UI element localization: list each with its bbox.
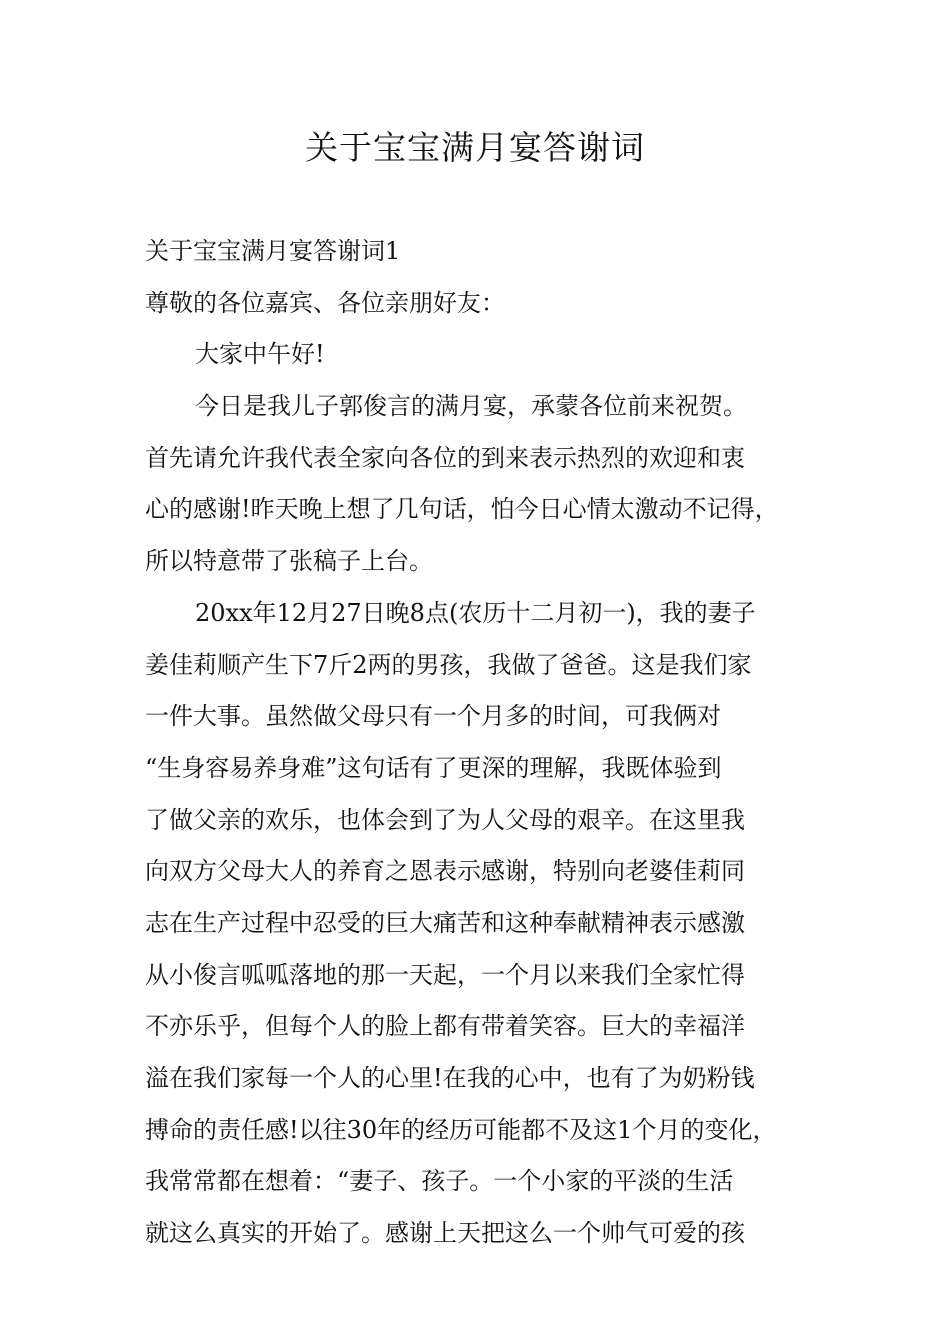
paragraph-line: 搏命的责任感!以往30年的经历可能都不及这1个月的变化，: [145, 1115, 777, 1144]
paragraph-line: 一件大事。虽然做父母只有一个月多的时间，可我俩对: [145, 702, 721, 731]
paragraph-line: 我常常都在想着：“妻子、孩子。一个小家的平淡的生活: [145, 1167, 734, 1196]
paragraph-line: 向双方父母大人的养育之恩表示感谢，特别向老婆佳莉同: [145, 857, 745, 886]
paragraph-line: 不亦乐乎，但每个人的脸上都有带着笑容。巨大的幸福洋: [145, 1012, 745, 1041]
paragraph-line: 从小俊言呱呱落地的那一天起，一个月以来我们全家忙得: [145, 960, 745, 989]
paragraph-line: 首先请允许我代表全家向各位的到来表示热烈的欢迎和衷: [145, 443, 745, 472]
greeting-line: 大家中午好!: [195, 340, 325, 369]
paragraph-line: 20xx年12月27日晚8点(农历十二月初一)，我的妻子: [195, 598, 756, 627]
salutation-line: 尊敬的各位嘉宾、各位亲朋好友：: [145, 288, 505, 317]
paragraph-line: “生身容易养身难”这句话有了更深的理解，我既体验到: [145, 753, 722, 782]
paragraph-line: 姜佳莉顺产生下7斤2两的男孩，我做了爸爸。这是我们家: [145, 650, 752, 679]
paragraph-line: 就这么真实的开始了。感谢上天把这么一个帅气可爱的孩: [145, 1219, 745, 1248]
paragraph-line: 志在生产过程中忍受的巨大痛苦和这种奉献精神表示感激: [145, 908, 745, 937]
paragraph-line: 今日是我儿子郭俊言的满月宴，承蒙各位前来祝贺。: [195, 392, 747, 421]
paragraph-line: 溢在我们家每一个人的心里!在我的心中，也有了为奶粉钱: [145, 1064, 755, 1092]
paragraph-line: 心的感谢!昨天晚上想了几句话，怕今日心情太激动不记得，: [145, 495, 779, 524]
paragraph-line: 了做父亲的欢乐，也体会到了为人父母的艰辛。在这里我: [145, 805, 745, 834]
paragraph-line: 所以特意带了张稿子上台。: [145, 547, 433, 576]
document-body: [145, 226, 815, 1260]
subtitle-line: 关于宝宝满月宴答谢词1: [145, 237, 401, 265]
document-title: 关于宝宝满月宴答谢词: [305, 128, 645, 167]
